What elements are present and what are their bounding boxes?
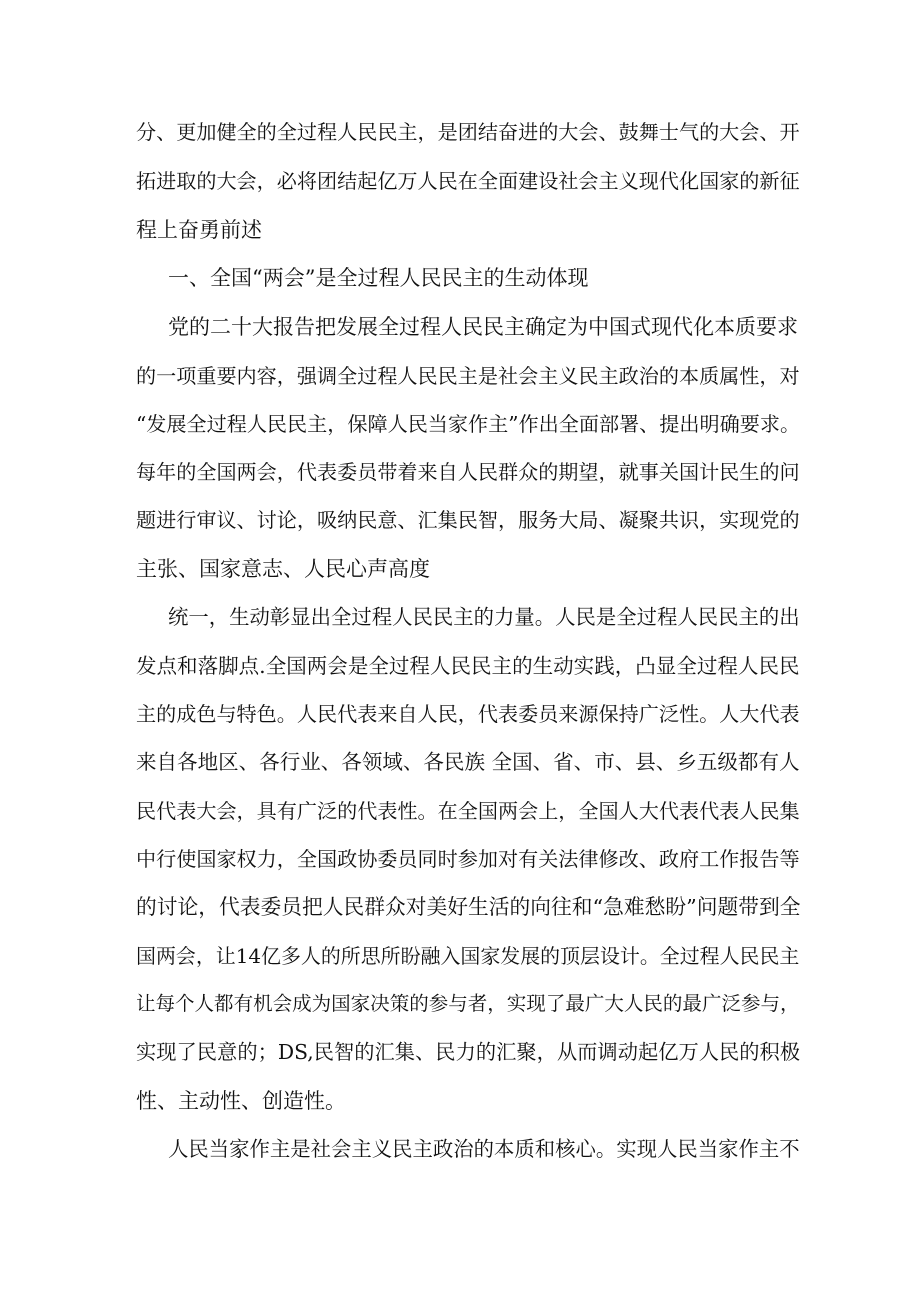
text-line: 程上奋勇前述 bbox=[136, 218, 262, 242]
text-line: 主的成色与特色。人民代表来自人民，代表委员来源保持广泛性。人大代表 bbox=[136, 702, 800, 726]
text-line: 统一，生动彰显出全过程人民民主的力量。人民是全过程人民民主的出 bbox=[168, 605, 800, 629]
text-line: 的一项重要内容，强调全过程人民民主是社会主义民主政治的本质属性，对 bbox=[136, 364, 800, 388]
text-line: 国两会，让14亿多人的所思所盼融入国家发展的顶层设计。全过程人民民主 bbox=[136, 944, 800, 968]
text-line: 让每个人都有机会成为国家决策的参与者，实现了最广大人民的最广泛参与， bbox=[136, 992, 800, 1015]
section-heading: 一、全国“两会”是全过程人民民主的生动体现 bbox=[168, 266, 589, 290]
text-line: 实现了民意的；DS,民智的汇集、民力的汇聚，从而调动起亿万人民的积极 bbox=[136, 1040, 801, 1064]
text-line: 主张、国家意志、人民心声高度 bbox=[136, 557, 430, 581]
text-line: 来自各地区、各行业、各领域、各民族 全国、省、市、县、乡五级都有人 bbox=[136, 750, 800, 774]
text-line: “发展全过程人民民主，保障人民当家作主”作出全面部署、提出明确要求。 bbox=[136, 412, 801, 436]
text-line: 人民当家作主是社会主义民主政治的本质和核心。实现人民当家作主不 bbox=[168, 1137, 800, 1161]
text-line: 民代表大会，具有广泛的代表性。在全国两会上，全国人大代表代表人民集 bbox=[136, 799, 800, 823]
text-line: 每年的全国两会，代表委员带着来自人民群众的期望，就事关国计民生的问 bbox=[136, 460, 800, 484]
text-line: 分、更加健全的全过程人民民主，是团结奋进的大会、鼓舞士气的大会、开 bbox=[136, 120, 800, 144]
text-line: 发点和落脚点.全国两会是全过程人民民主的生动实践，凸显全过程人民民 bbox=[136, 654, 800, 678]
text-line: 拓进取的大会，必将团结起亿万人民在全面建设社会主义现代化国家的新征 bbox=[136, 169, 800, 193]
text-line: 的讨论，代表委员把人民群众对美好生活的向往和“急难愁盼”问题带到全 bbox=[136, 895, 801, 919]
text-line: 中行使国家权力，全国政协委员同时参加对有关法律修改、政府工作报告等 bbox=[136, 847, 800, 871]
text-line: 性、主动性、创造性。 bbox=[136, 1089, 346, 1113]
text-line: 党的二十大报告把发展全过程人民民主确定为中国式现代化本质要求 bbox=[168, 315, 798, 339]
text-line: 题进行审议、讨论，吸纳民意、汇集民智，服务大局、凝聚共识，实现党的 bbox=[136, 508, 800, 532]
